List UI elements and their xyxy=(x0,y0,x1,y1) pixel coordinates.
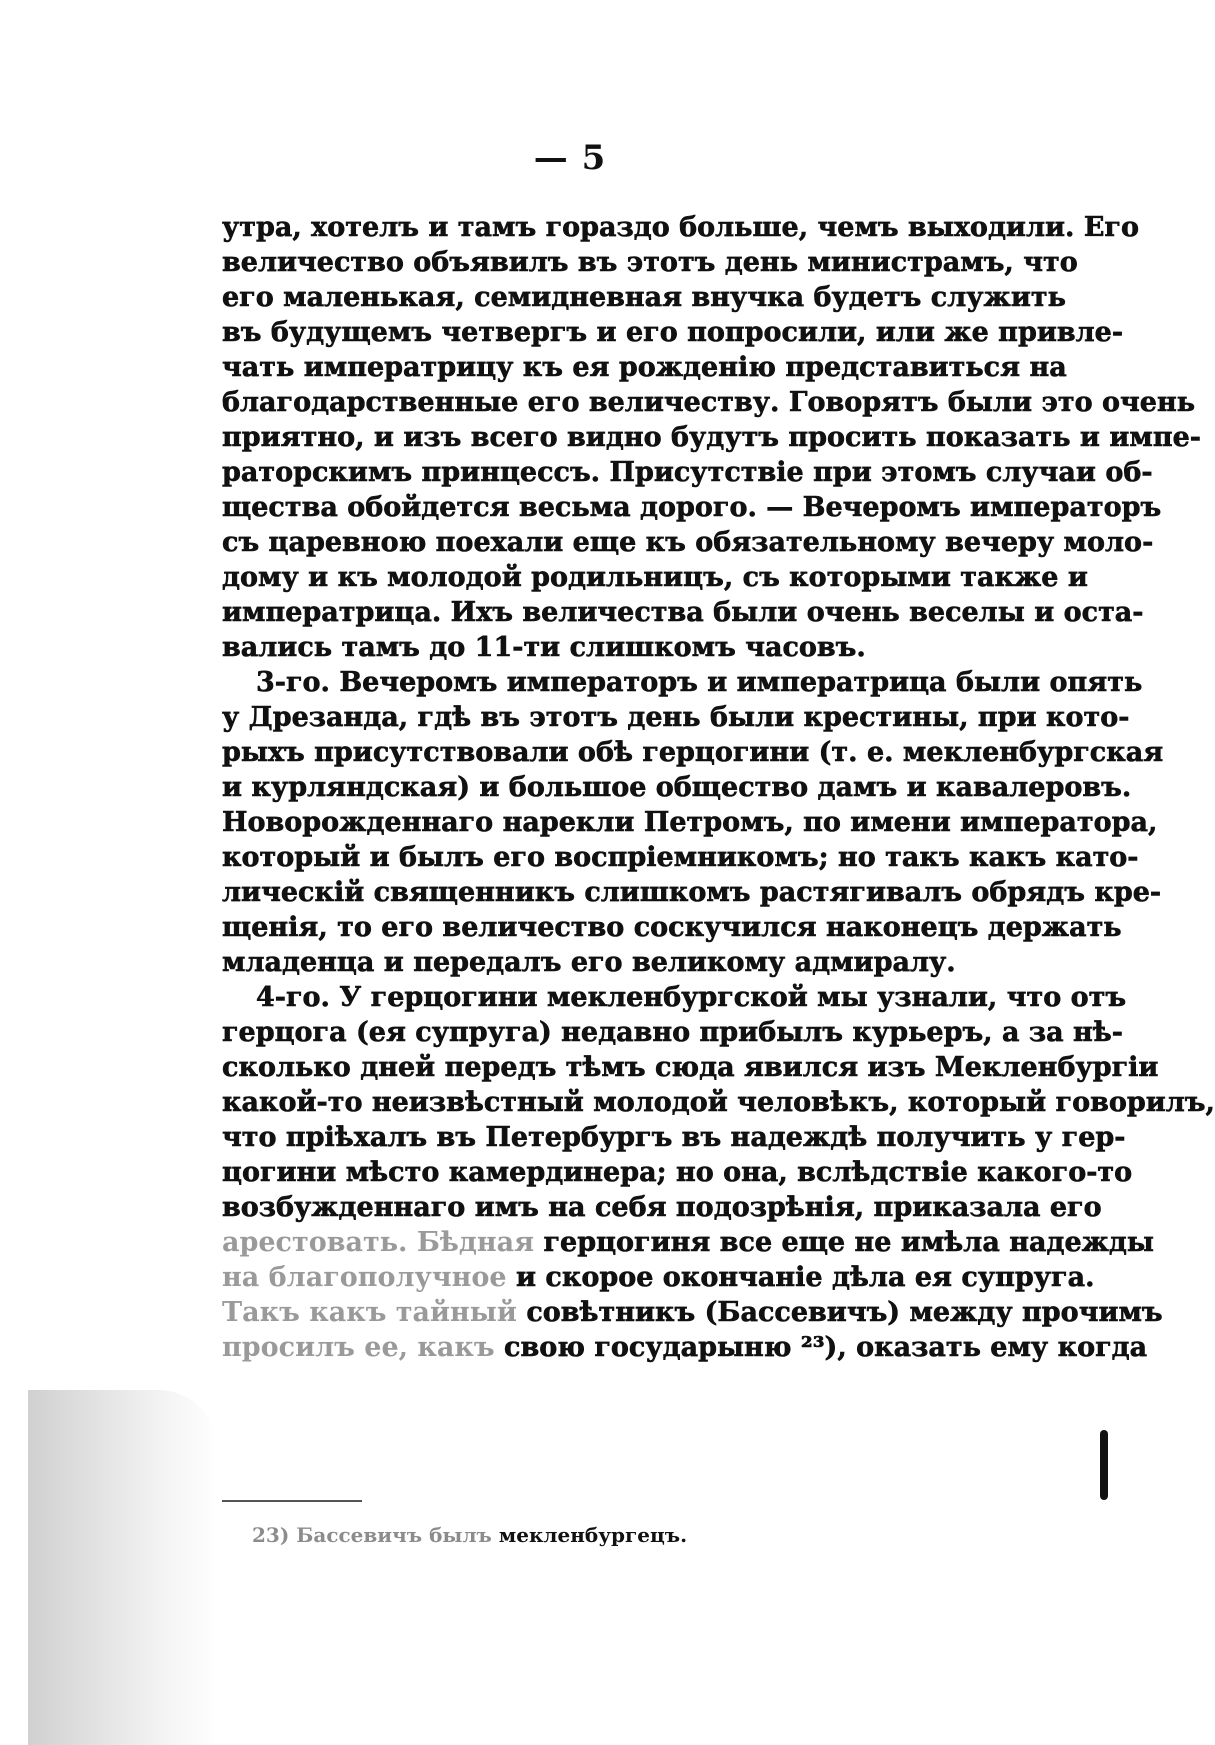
line-text: и скорое окончаніе дѣла ея супруга. xyxy=(515,1262,1095,1293)
text-line xyxy=(222,1050,1159,1085)
text-line xyxy=(222,805,1158,840)
line-text: герцогиня все еще не имѣла надежды xyxy=(543,1227,1154,1258)
line-text: величество объявилъ въ этотъ день министрамъ, что xyxy=(222,247,1078,278)
line-text: какой-то неизвѣстный молодой человѣкъ, который говорилъ, xyxy=(222,1087,1215,1118)
text-line xyxy=(222,210,1139,245)
body-text xyxy=(222,210,1215,1365)
line-text: въ будущемъ четвергъ и его попросили, или же привле- xyxy=(222,317,1124,348)
text-line xyxy=(222,1120,1126,1155)
text-line xyxy=(222,630,1032,665)
text-line xyxy=(222,385,1196,420)
text-line xyxy=(222,875,1162,910)
text-line xyxy=(222,1190,1102,1225)
line-text: рыхъ присутствовали обѣ герцогини (т. е. мекленбургская xyxy=(222,737,1164,768)
line-text: щенія, то его величество соскучился наконецъ держать xyxy=(222,912,1122,943)
line-text: его маленькая, семидневная внучка будетъ служить xyxy=(222,282,1066,313)
text-line xyxy=(222,595,1144,630)
faded-text: арестовать. Бѣдная xyxy=(222,1227,544,1258)
line-text: Новорожденнаго нарекли Петромъ, по имени императора, xyxy=(222,807,1158,838)
line-text: герцога (ея супруга) недавно прибылъ курьеръ, а за нѣ- xyxy=(222,1017,1123,1048)
line-text: лическій священникъ слишкомъ растягивалъ обрядъ кре- xyxy=(222,877,1162,908)
line-text: что пріѣхалъ въ Петербургъ въ надеждѣ получить у гер- xyxy=(222,1122,1126,1153)
scan-edge-mark xyxy=(1100,1430,1108,1500)
line-text: благодарственные его величеству. Говорятъ были это очень xyxy=(222,387,1196,418)
text-line xyxy=(222,455,1153,490)
line-text: чать императрицу къ ея рожденію представиться на xyxy=(222,352,1067,383)
text-line xyxy=(222,280,1066,315)
text-line xyxy=(222,700,1130,735)
text-line xyxy=(222,525,1154,560)
line-text: возбужденнаго имъ на себя подозрѣнія, приказала его xyxy=(222,1192,1102,1223)
text-line xyxy=(222,840,1139,875)
line-text: 4-го. У герцогини мекленбургской мы узнали, что отъ xyxy=(256,982,1127,1013)
text-line xyxy=(222,665,1143,700)
line-text: щества обойдется весьма дорого. — Вечеромъ императоръ xyxy=(222,492,1162,523)
line-text: цогини мѣсто камердинера; но она, вслѣдствіе какого-то xyxy=(222,1157,1133,1188)
text-line xyxy=(222,245,1078,280)
page-number: — 5 xyxy=(533,138,607,178)
line-text: утра, хотелъ и тамъ гораздо больше, чемъ выходили. Его xyxy=(222,212,1139,243)
text-line xyxy=(222,1260,1095,1295)
text-line xyxy=(222,490,1162,525)
faded-text: на благополучное xyxy=(222,1262,516,1293)
line-text: приятно, и изъ всего видно будутъ просить показать и импе- xyxy=(222,422,1201,453)
footnote-faded-text: Бассевичъ былъ xyxy=(296,1523,492,1547)
line-text: свою государыню ²³), оказать ему когда xyxy=(504,1332,1148,1363)
text-line xyxy=(222,315,1124,350)
footnote xyxy=(252,1523,687,1547)
text-line xyxy=(222,1155,1133,1190)
text-line xyxy=(222,735,1164,770)
faded-text: Такъ какъ тайный xyxy=(222,1297,527,1328)
line-text: младенца и передалъ его великому адмиралу. xyxy=(222,947,956,978)
text-line xyxy=(222,910,1122,945)
text-line xyxy=(222,945,1032,980)
text-line xyxy=(222,1085,1215,1120)
line-text: дому и къ молодой родильницъ, съ которыми также и xyxy=(222,562,1088,593)
footnote-text: мекленбургецъ. xyxy=(491,1523,688,1547)
text-line xyxy=(222,1225,1154,1260)
scan-blot xyxy=(28,1390,218,1745)
line-text: 3-го. Вечеромъ императоръ и императрица были опять xyxy=(256,667,1143,698)
text-line xyxy=(222,420,1201,455)
text-line xyxy=(222,1330,1148,1365)
footnote-number: 23) xyxy=(252,1523,290,1547)
text-line xyxy=(222,350,1067,385)
line-text: у Дрезанда, гдѣ въ этотъ день были крестины, при кото- xyxy=(222,702,1130,733)
text-line xyxy=(222,1015,1123,1050)
line-text: съ царевною поехали еще къ обязательному вечеру моло- xyxy=(222,527,1154,558)
line-text: и курляндская) и большое общество дамъ и кавалеровъ. xyxy=(222,772,1132,803)
line-text: который и былъ его воспріемникомъ; но такъ какъ като- xyxy=(222,842,1139,873)
text-line xyxy=(222,980,1127,1015)
line-text: раторскимъ принцессъ. Присутствіе при этомъ случаи об- xyxy=(222,457,1153,488)
line-text: совѣтникъ (Бассевичъ) между прочимъ xyxy=(526,1297,1163,1328)
text-line xyxy=(222,560,1088,595)
text-line xyxy=(222,1295,1163,1330)
text-line xyxy=(222,770,1132,805)
footnote-rule xyxy=(222,1500,362,1502)
line-text: императрица. Ихъ величества были очень веселы и оста- xyxy=(222,597,1144,628)
faded-text: просилъ ее, какъ xyxy=(222,1332,505,1363)
line-text: вались тамъ до 11-ти слишкомъ часовъ. xyxy=(222,632,866,663)
line-text: сколько дней передъ тѣмъ сюда явился изъ Мекленбургіи xyxy=(222,1052,1159,1083)
